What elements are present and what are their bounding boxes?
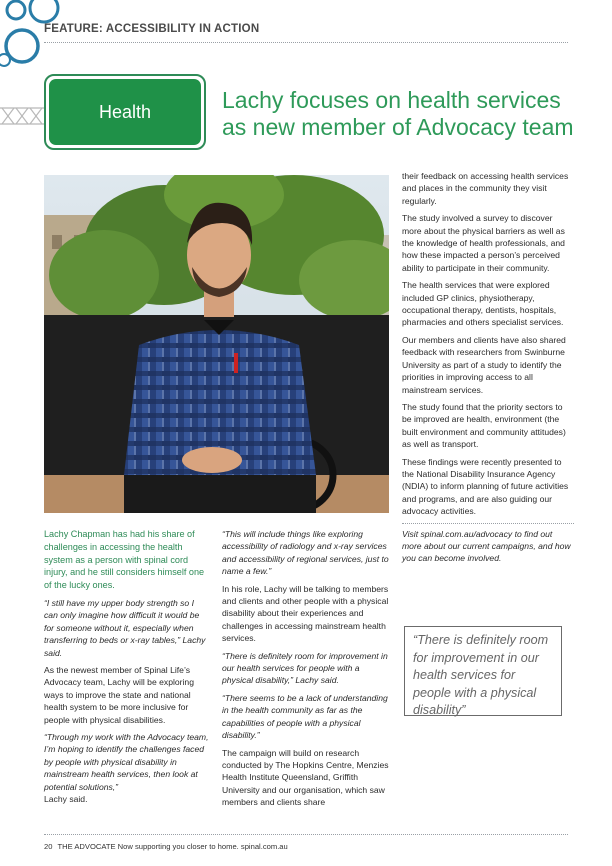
headline-line-2: as new member of Advocacy team <box>222 114 574 140</box>
column-divider <box>402 523 574 524</box>
body-paragraph: Lachy said. <box>44 794 88 805</box>
footer-text: THE ADVOCATE Now supporting you closer to home. spinal.com.au <box>57 842 288 851</box>
body-paragraph: Our members and clients have also shared feedback with researchers from Swinburne University as part of a study to identify the priorities in improving access to all mainstream services. <box>402 334 566 395</box>
quote-paragraph: “I still have my upper body strength so I can only imagine how difficult it would be for someone without it, especially when transferring to beds or x-ray tables,” Lachy said. <box>44 597 206 658</box>
quote-paragraph: “This will include things like exploring accessibility of radiology and x-ray services and accessibility of regional services, just to name a few.” <box>222 529 389 577</box>
top-divider <box>44 42 568 43</box>
headline-line-1: Lachy focuses on health services <box>222 87 561 113</box>
page-footer <box>44 842 288 851</box>
headline <box>222 87 592 141</box>
quote-paragraph: “There is definitely room for improvement in our health services for people with a physical disability,” Lachy said. <box>222 650 388 686</box>
bottom-divider <box>44 834 568 835</box>
article-column-2 <box>222 528 392 814</box>
article-column-1 <box>44 528 209 810</box>
body-paragraph: their feedback on accessing health services and places in the community they visit regularly. <box>402 171 569 206</box>
portrait-photo <box>44 175 389 513</box>
body-paragraph: As the newest member of Spinal Life’s Advocacy team, Lachy will be exploring ways to improve the state and national health system to be more inclusive for people with physical disabilities. <box>44 665 194 725</box>
page-number: 20 <box>44 842 53 851</box>
category-badge <box>44 74 206 150</box>
truss-decoration <box>0 106 44 126</box>
body-paragraph: These findings were recently presented to the National Disability Insurance Agency (NDIA) to inform planning of future activities and programs, and are also guiding our advocacy activities. <box>402 456 569 517</box>
pull-quote: “There is definitely room for improvement in our health services for people with a physical disability” <box>404 626 562 716</box>
category-label: Health <box>49 79 201 145</box>
call-to-action: Visit spinal.com.au/advocacy to find out more about our current campaigns, and how you can become involved. <box>402 528 571 564</box>
body-paragraph: The study involved a survey to discover more about the physical barriers as well as the knowledge of health professionals, and how these impacted a person’s perceived ability to participate in their community. <box>402 213 565 273</box>
quote-paragraph: “Through my work with the Advocacy team, I’m hoping to identify the challenges faced by people with physical disability in mainstream health services, then look at potential solutions,” <box>44 732 209 792</box>
body-paragraph: The study found that the priority sectors to be improved are health, environment (the built environment and community attitudes) as well as transport. <box>402 401 566 450</box>
body-paragraph: In his role, Lachy will be talking to members and clients and other people with a physical disability about their experiences and challenges in accessing mainstream health services. <box>222 583 389 644</box>
quote-paragraph: “There seems to be a lack of understanding in the health community as far as the capabilities of people with a physical disability.” <box>222 692 388 741</box>
body-paragraph: The campaign will build on research conducted by The Hopkins Centre, Menzies Health Institute Queensland, Griffith University and our organisation, which saw members and clients share <box>222 747 389 808</box>
body-paragraph: The health services that were explored included GP clinics, physiotherapy, occupational therapy, dentists, hospitals, pharmacies and others specialist services. <box>402 280 564 328</box>
feature-label: FEATURE: ACCESSIBILITY IN ACTION <box>44 23 260 35</box>
article-column-3 <box>402 170 574 570</box>
lead-paragraph: Lachy Chapman has had his share of challenges in accessing the health system as a person with spinal cord injury, and he still considers himself one of the lucky ones. <box>44 529 205 591</box>
